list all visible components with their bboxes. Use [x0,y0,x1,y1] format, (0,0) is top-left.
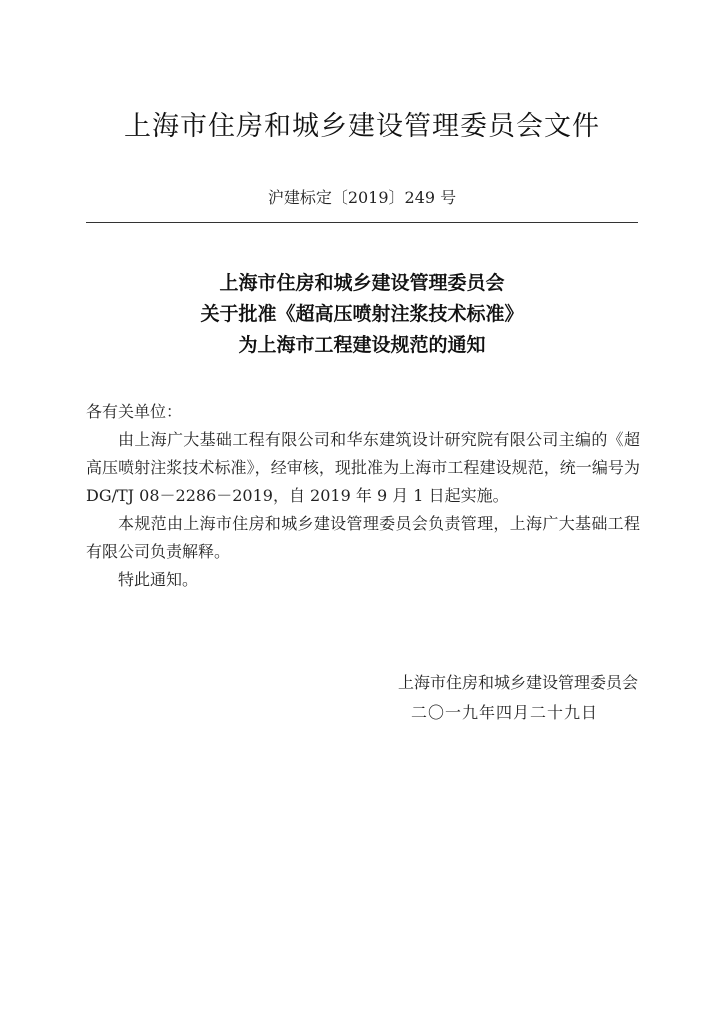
body-paragraph-1: 由上海广大基础工程有限公司和华东建筑设计研究院有限公司主编的《超高压喷射注浆技术标准》，经审核，现批准为上海市工程建设规范，统一编号为 DG/TJ 08－2286－2019，自 2019 年 9 月 1 日起实施。 [86,430,640,505]
notice-title-line-1: 上海市住房和城乡建设管理委员会 [219,272,505,294]
notice-title-line-3: 为上海市工程建设规范的通知 [238,334,486,356]
issue-date: 二〇一九年四月二十九日 [410,703,598,722]
issuer-name: 上海市住房和城乡建设管理委员会 [397,673,638,692]
notice-title-line-2: 关于批准《超高压喷射注浆技术标准》 [200,303,524,325]
document-header-title: 上海市住房和城乡建设管理委员会文件 [124,111,600,142]
signature-block [398,668,638,728]
body-paragraph-2: 本规范由上海市住房和城乡建设管理委员会负责管理，上海广大基础工程有限公司负责解释。 [86,514,640,561]
notice-body [86,398,640,594]
header-divider [86,222,638,223]
notice-title [0,268,724,361]
salutation: 各有关单位： [86,402,183,421]
document-number: 沪建标定〔2019〕249 号 [267,188,457,207]
body-paragraph-3: 特此通知。 [118,570,199,589]
